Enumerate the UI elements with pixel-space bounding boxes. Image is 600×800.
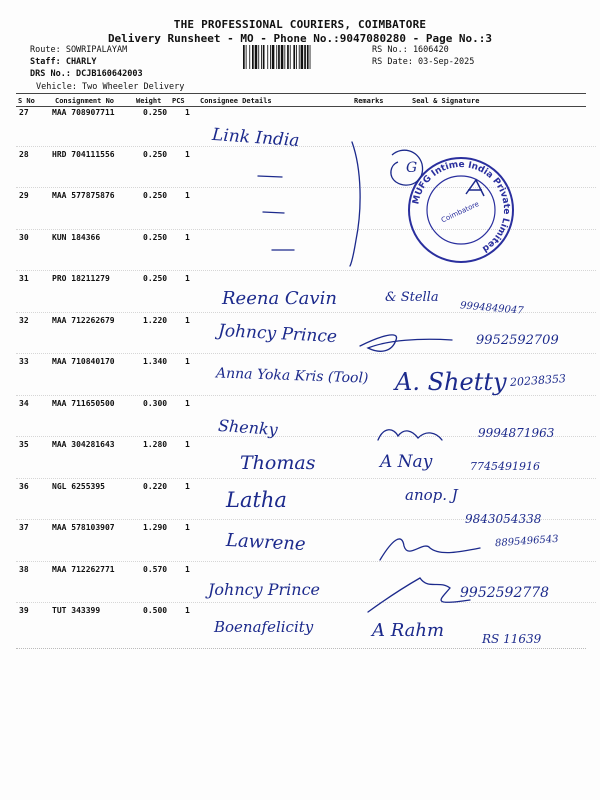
barcode-bar: [276, 45, 277, 69]
row-sno: 36: [19, 481, 29, 491]
runsheet-title: Delivery Runsheet - MO - Phone No.:9047080280 - Page No.:3: [107, 32, 493, 45]
row-pcs: 1: [185, 523, 190, 532]
table-end-rule: [16, 648, 586, 649]
row-consignment-no: NGL 6255395: [52, 481, 105, 491]
staff-label: Staff: CHARLY: [30, 57, 97, 67]
seal-initial-mark: G: [406, 160, 418, 176]
row-separator: [16, 353, 596, 354]
handwritten-phone-35: 7745491916: [470, 460, 540, 473]
row-separator: [16, 187, 596, 188]
barcode-bar: [278, 45, 280, 69]
handwritten-signature-31: & Stella: [385, 290, 439, 305]
row-pcs: 1: [185, 606, 190, 615]
row-weight: 0.250: [143, 108, 168, 117]
col-sno: S No: [18, 97, 35, 105]
col-weight: Weight: [136, 97, 162, 105]
barcode-bar: [252, 45, 254, 69]
column-rule: [16, 106, 586, 107]
row-sno: 29: [19, 191, 29, 200]
row-consignment-no: MAA 710840170: [52, 357, 115, 366]
row-sno: 37: [19, 523, 29, 532]
row-sno: 27: [19, 108, 29, 117]
rs-date: RS Date: 03-Sep-2025: [372, 57, 475, 67]
row-sno: 30: [19, 232, 29, 242]
row-consignment-no: MAA 577875876: [52, 191, 115, 200]
barcode-bar: [255, 45, 258, 69]
vehicle-label: Vehicle: Two Wheeler Delivery: [36, 82, 185, 92]
handwritten-phone-33: 20238353: [509, 372, 567, 389]
barcode-bar: [263, 45, 265, 69]
seal-ring-text: MUFG Intime India Private Limited: [411, 159, 512, 254]
barcode-bar: [296, 45, 297, 69]
row-sno: 28: [19, 149, 29, 159]
col-consignment: Consignment No: [55, 97, 115, 105]
drs-number: DRS No.: DCJB160642003: [30, 69, 143, 79]
row-pcs: 1: [185, 149, 190, 159]
col-remarks: Remarks: [354, 97, 384, 105]
handwritten-consignee-27: Link India: [211, 124, 301, 152]
route-label: Route: SOWRIPALAYAM: [30, 45, 128, 55]
barcode-bar: [304, 45, 306, 69]
handwritten-signature-36: anop. J: [405, 486, 458, 504]
table-row: [0, 191, 600, 232]
barcode-bar: [270, 45, 271, 69]
handwritten-phone-38: 9952592778: [460, 585, 550, 601]
barcode-bar: [301, 45, 304, 69]
row-sno: 31: [19, 274, 29, 283]
handwritten-consignee-35: Thomas: [240, 452, 316, 474]
row-consignment-no: HRD 704111556: [52, 149, 115, 159]
barcode-bar: [299, 45, 300, 69]
row-separator: [16, 478, 596, 479]
barcode-bar: [284, 45, 285, 69]
row-separator: [16, 229, 596, 230]
col-consignee: Consignee Details: [200, 97, 272, 105]
row-consignment-no: MAA 708907711: [52, 108, 115, 117]
row-weight: 1.290: [143, 523, 168, 532]
handwritten-phone-32: 9952592709: [476, 333, 559, 348]
row-sno: 39: [19, 606, 29, 615]
row-pcs: 1: [185, 564, 190, 574]
row-separator: [16, 395, 596, 396]
row-sno: 38: [19, 564, 29, 574]
handwritten-consignee-33: Anna Yoka Kris (Tool): [215, 365, 369, 387]
row-separator: [16, 602, 596, 603]
row-pcs: 1: [185, 481, 190, 491]
row-weight: 1.220: [143, 315, 168, 325]
handwritten-consignee-31: Reena Cavin: [222, 288, 337, 309]
header-rule: [16, 93, 586, 94]
row-weight: 0.300: [143, 398, 168, 408]
row-consignment-no: MAA 712262771: [52, 564, 115, 574]
row-sno: 34: [19, 398, 29, 408]
company-title: THE PROFESSIONAL COURIERS, COIMBATORE: [173, 18, 427, 31]
barcode-bar: [267, 45, 268, 69]
table-row: [0, 150, 600, 191]
barcode-bar: [246, 45, 247, 69]
row-separator: [16, 270, 596, 271]
handwritten-signature-39: A Rahm: [372, 620, 445, 641]
barcode-bar: [290, 45, 291, 69]
row-weight: 0.220: [143, 481, 168, 491]
handwritten-signature-35: A Nay: [380, 452, 433, 472]
row-weight: 0.250: [143, 274, 168, 283]
handwritten-phone-36: 9843054338: [465, 512, 542, 526]
handwritten-consignee-32: Johncy Prince: [217, 320, 338, 348]
handwritten-phone-39: RS 11639: [482, 632, 542, 646]
table-row: [0, 108, 600, 152]
handwritten-consignee-39: Boenafelicity: [214, 618, 314, 636]
seal-city-text: Coimbatore: [440, 199, 481, 225]
handwritten-consignee-34: Shenky: [217, 415, 279, 440]
barcode-bar: [293, 45, 295, 69]
row-weight: 0.250: [143, 191, 168, 200]
row-sno: 35: [19, 440, 29, 449]
row-consignment-no: MAA 711650500: [52, 398, 115, 408]
barcode-bar: [287, 45, 289, 69]
row-pcs: 1: [185, 315, 190, 325]
row-pcs: 1: [185, 108, 190, 117]
row-sno: 32: [19, 315, 29, 325]
barcode-bar: [249, 45, 250, 69]
table-row: [0, 233, 600, 274]
handwritten-phone-34: 9994871963: [478, 426, 555, 440]
col-seal: Seal & Signature: [412, 97, 480, 105]
row-consignment-no: MAA 304281643: [52, 440, 115, 449]
row-weight: 1.280: [143, 440, 168, 449]
barcode-bar: [272, 45, 275, 69]
row-weight: 0.250: [143, 232, 168, 242]
barcode-bar: [243, 45, 245, 69]
row-weight: 0.250: [143, 149, 168, 159]
row-separator: [16, 561, 596, 562]
row-consignment-no: KUN 184366: [52, 232, 101, 242]
handwritten-consignee-36: Latha: [226, 488, 287, 512]
row-consignment-no: MAA 578103907: [52, 523, 115, 532]
row-consignment-no: PRO 18211279: [52, 274, 110, 283]
row-consignment-no: TUT 343399: [52, 606, 101, 615]
handwritten-consignee-37: Lawrene: [225, 529, 307, 556]
row-pcs: 1: [185, 191, 190, 200]
handwritten-phone-31: 9994849047: [459, 300, 524, 317]
row-separator: [16, 146, 596, 147]
row-weight: 0.570: [143, 564, 168, 574]
barcode-bar: [310, 45, 311, 69]
barcode-bar: [261, 45, 262, 69]
col-pcs: PCS: [172, 97, 185, 105]
handwritten-signature-33: A. Shetty: [395, 368, 507, 396]
rs-number: RS No.: 1606420: [372, 45, 449, 55]
row-pcs: 1: [185, 357, 190, 366]
barcode-bar: [258, 45, 259, 69]
barcode-image: [242, 45, 367, 69]
row-sno: 33: [19, 357, 29, 366]
handwritten-phone-37: 8895496543: [494, 533, 559, 550]
barcode-bar: [281, 45, 284, 69]
barcode-bar: [307, 45, 309, 69]
row-pcs: 1: [185, 274, 190, 283]
row-pcs: 1: [185, 398, 190, 408]
handwritten-consignee-38: Johncy Prince: [208, 580, 321, 599]
row-pcs: 1: [185, 232, 190, 242]
row-weight: 1.340: [143, 357, 168, 366]
row-consignment-no: MAA 712262679: [52, 315, 115, 325]
row-weight: 0.500: [143, 606, 168, 615]
row-pcs: 1: [185, 440, 190, 449]
